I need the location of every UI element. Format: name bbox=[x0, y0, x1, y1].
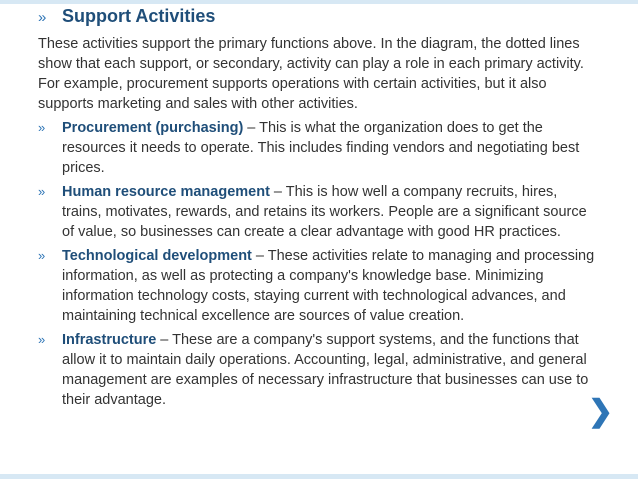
bullet-icon: » bbox=[38, 332, 46, 347]
heading-bullet-icon: » bbox=[38, 9, 47, 26]
support-activities-list bbox=[38, 118, 598, 410]
item-text: – These activities relate to managing and processing information, as well as protecting a company's knowledge base. Minimizing information technology costs, staying current with technological advances, and maintaining technical excellence are sources of value creation. bbox=[62, 248, 595, 324]
item-term: Procurement (purchasing) bbox=[62, 120, 244, 136]
section-heading bbox=[38, 6, 598, 27]
top-accent-bar bbox=[0, 0, 638, 4]
list-item-infrastructure bbox=[38, 330, 598, 410]
list-item-technological-development bbox=[38, 246, 598, 326]
heading-text: Support Activities bbox=[62, 6, 216, 26]
bottom-accent-bar bbox=[0, 474, 638, 479]
item-text: – This is what the organization does to get the resources it needs to operate. This includes finding vendors and negotiating best prices. bbox=[62, 120, 580, 176]
list-item-procurement bbox=[38, 118, 598, 178]
slide-content bbox=[38, 6, 598, 414]
chevron-right-icon[interactable]: ❯ bbox=[588, 395, 614, 428]
item-term: Human resource management bbox=[62, 184, 270, 200]
item-term: Infrastructure bbox=[62, 332, 157, 348]
item-text: – This is how well a company recruits, hires, trains, motivates, rewards, and retains its workers. People are a significant source of value, so businesses can create a clear advantage with good HR practices. bbox=[62, 184, 587, 240]
bullet-icon: » bbox=[38, 120, 46, 135]
list-item-human-resource bbox=[38, 182, 598, 242]
bullet-icon: » bbox=[38, 248, 46, 263]
intro-paragraph: These activities support the primary functions above. In the diagram, the dotted lines show that each support, or secondary, activity can play a role in each primary activity. For example, procurement supports operations with certain activities, but it also supports marketing and sales with other activities. bbox=[38, 36, 584, 112]
item-term: Technological development bbox=[62, 248, 252, 264]
bullet-icon: » bbox=[38, 184, 46, 199]
item-text: – These are a company's support systems, and the functions that allow it to maintain daily operations. Accounting, legal, administrative, and general management are examples of necessary infrastructure that businesses can use to their advantage. bbox=[62, 332, 589, 408]
